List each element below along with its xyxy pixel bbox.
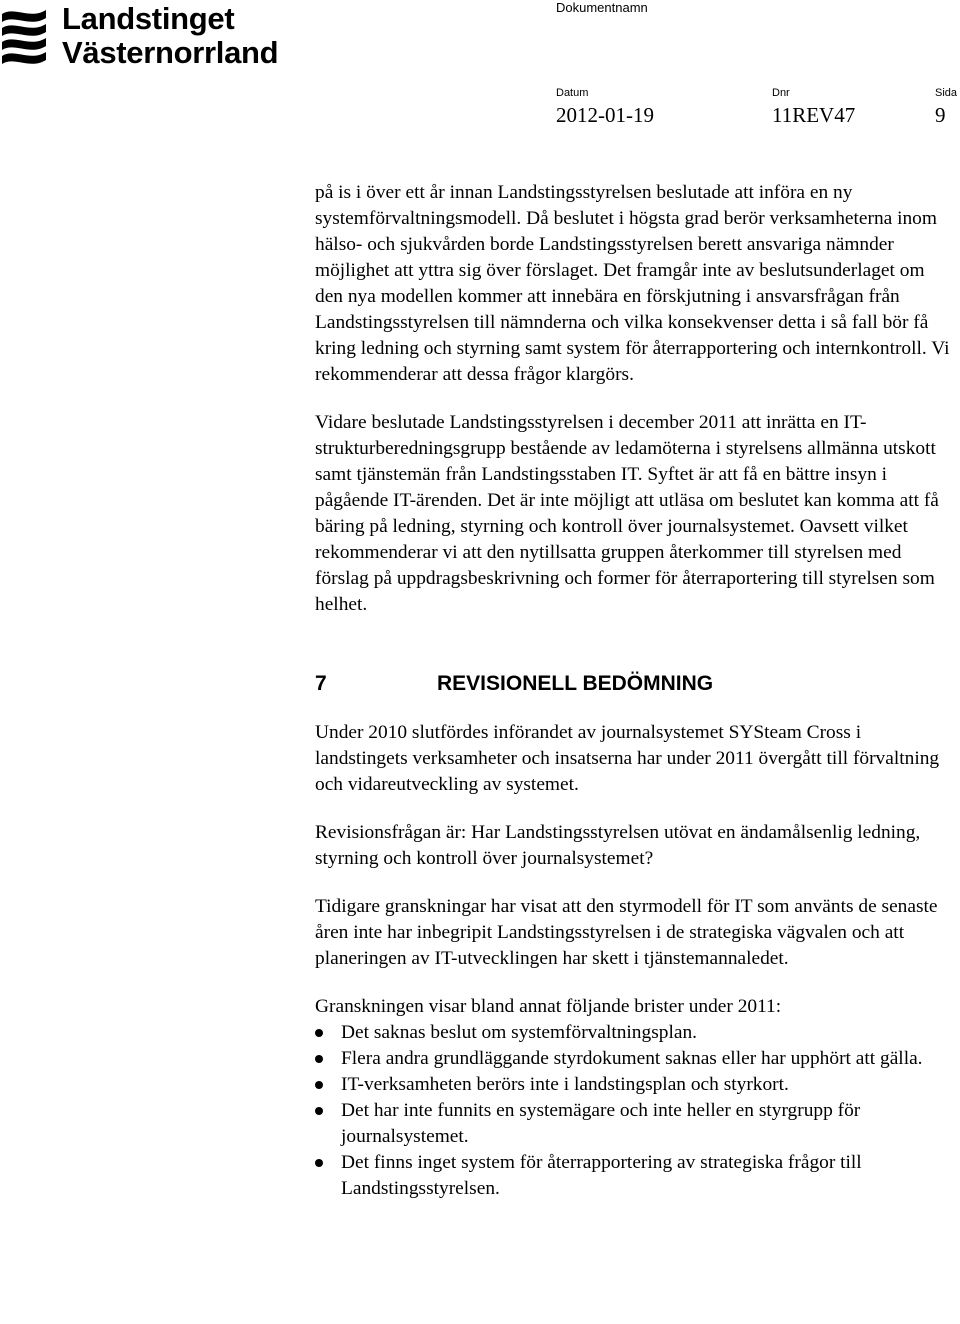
logo-line-2: Västernorrland [62,35,279,70]
list-item-text: IT-verksamheten berörs inte i landstingsplan och styrkort. [341,1074,789,1095]
bullet-icon [315,1107,323,1115]
list-intro: Granskningen visar bland annat följande brister under 2011: [315,996,782,1017]
logo-line-1: Landstinget [62,1,235,36]
document-name-label: Dokumentnamn [556,0,648,15]
body-paragraph: Revisionsfrågan är: Har Landstingsstyrelsen utövat en ändamålsenlig ledning, styrning och kontroll över journalsystemet? [315,822,921,869]
logo-emblem-icon [0,6,48,66]
body-paragraph: Vidare beslutade Landstingsstyrelsen i december 2011 att inrätta en IT-strukturberedningsgrupp bestående av ledamöterna i styrelsens allmänna utskott samt tjänstemän från Landstingsstaben IT. Syftet är att få en bättre insyn i pågående IT-ärenden. Det är inte möjligt att utläsa om beslutet kan komma att få bäring på ledning, styrning och kontroll över journalsystemet. Oavsett vilket rekommenderar vi att den nytillsatta gruppen återkommer till styrelsen med förslag på uppdragsbeskrivning och former för återraportering till styrelsen som helhet. [315,412,939,615]
list-item-text: Det saknas beslut om systemförvaltningsplan. [341,1022,697,1043]
body-paragraph: på is i över ett år innan Landstingsstyrelsen beslutade att införa en ny systemförvaltningsmodell. Då beslutet i högsta grad berör verksamheterna inom hälso- och sjukvården borde Landstingsstyrelsen berett ansvariga nämnder möjlighet att yttra sig över förslaget. Det framgår inte av beslutsunderlaget om den nya modellen kommer att innebära en förskjutning i ansvarsfrågan från Landstingsstyrelsen till nämnderna och vilka konsekvenser detta i så fall bör få kring ledning och styrning samt system för återrapportering och internkontroll. Vi rekommenderar att dessa frågor klargörs. [315,182,950,385]
findings-list [315,1020,950,1202]
list-item-text: Flera andra grundläggande styrdokument saknas eller har upphört att gälla. [341,1048,923,1069]
bullet-icon [315,1055,323,1063]
list-item [315,1072,950,1098]
list-item-text: Det har inte funnits en systemägare och inte heller en styrgrupp för journalsystemet. [341,1100,861,1147]
list-item [315,1046,950,1072]
bullet-icon [315,1029,323,1037]
date-label: Datum [556,87,589,99]
section-heading [315,670,950,698]
section-title: REVISIONELL BEDÖMNING [437,672,714,695]
section-number: 7 [315,672,327,695]
body-paragraph: Under 2010 slutfördes införandet av journalsystemet SYSteam Cross i landstingets verksamheter och insatserna har under 2011 övergått till förvaltning och vidareutveckling av systemet. [315,722,940,795]
list-item-text: Det finns inget system för återrapportering av strategiska frågor till Landstingsstyrelsen. [341,1152,862,1199]
list-item [315,1098,950,1150]
reference-label: Dnr [772,87,790,99]
list-item [315,1020,950,1046]
reference-value: 11REV47 [772,103,856,127]
bullet-icon [315,1081,323,1089]
list-item [315,1150,950,1202]
date-value: 2012-01-19 [556,103,654,127]
document-body [315,180,950,1202]
body-paragraph: Tidigare granskningar har visat att den styrmodell för IT som använts de senaste åren inte har inbegripit Landstingsstyrelsen i de strategiska vägvalen och att planeringen av IT-utvecklingen har skett i tjänstemannaledet. [315,896,938,969]
bullet-icon [315,1159,323,1167]
page-label: Sida [935,87,958,99]
logo-wordmark [62,2,278,70]
page-number: 9 [935,103,946,127]
